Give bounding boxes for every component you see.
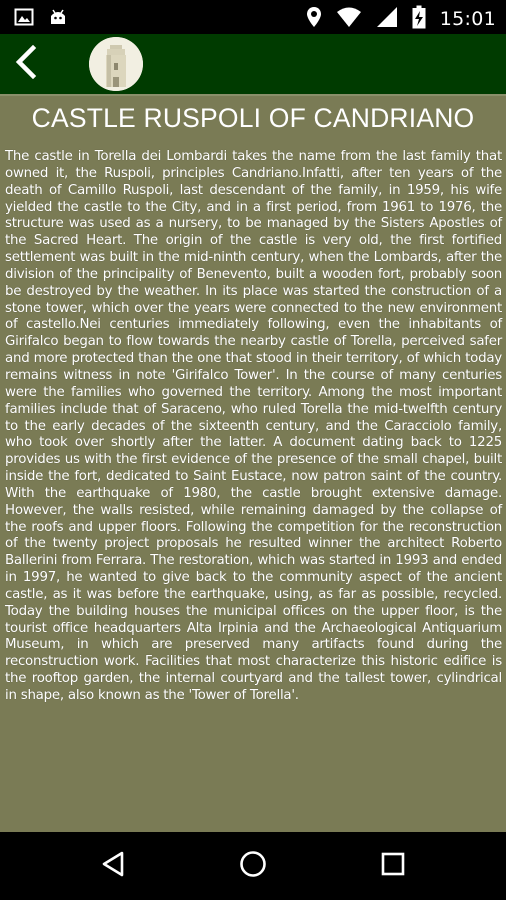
location-icon [306, 6, 322, 32]
nav-back-button[interactable] [93, 846, 133, 886]
article-body: The castle in Torella dei Lombardi takes the name from the last family that owned it, the Ruspoli, principles Candriano.Infatti, after ten years of the death of Camillo Ruspoli, last descendant of the family, in 1959, his wife yielded the castle to the City, and in a first period, from 1961 to 1976, the structure was used as a nursery, to be managed by the Sisters Apostles of the Sacred Heart. The origin of the castle is very old, the first fortified settlement was built in the mid-ninth century, when the Lombards, after the division of the principality of Benevento, built a wooden fort, probably soon be destroyed by the weather. In its place was started the construction of a stone tower, which over the years were connected to the new environment of castello.Nei centuries immediately following, even the inhabitants of Girifalco began to flow towards the nearby castle of Torella, perceived safer and more protected than the one that stood in their territory, of which today remains witness in note 'Girifalco Tower'. In the course of many centuries were the families who governed the territory. Among the most important families include that of Saraceno, who ruled Torella the mid-twelfth century to the early decades of the sixteenth century, and the Caracciolo family, who took over shortly after the latter. A document dating back to 1225 provides us with the first evidence of the presence of the small chapel, built inside the fort, dedicated to Saint Eustace, now patron saint of the country. With the earthquake of 1980, the castle brought extensive damage. However, the walls resisted, while remaining damaged by the collapse of the roofs and upper floors. Following the competition for the reconstruction of the twenty project proposals he resulted winner the architect Roberto Ballerini from Ferrara. The restoration, which was started in 1993 and ended in 1997, he wanted to give back to the community aspect of the ancient castle, as it was before the earthquake, using, as far as possible, recycled. Today the building houses the municipal offices on the upper floor, is the tourist office headquarters Alta Irpinia and the Archaeological Antiquarium Museum, in which are preserved many artifacts found during the reconstruction work. Facilities that most characterize this historic edifice is the rooftop garden, the internal courtyard and the tallest tower, cylindrical in shape, also known as the 'Tower of Torella'. [5, 149, 502, 703]
app-bar [0, 34, 506, 96]
nav-back-icon [100, 850, 126, 882]
back-arrow-icon [13, 45, 39, 83]
android-notification-icon [48, 7, 68, 31]
nav-home-icon [239, 850, 267, 882]
status-time: 15:01 [439, 8, 496, 30]
tower-logo-icon [89, 76, 143, 91]
wifi-icon [336, 6, 362, 32]
system-status-icons [306, 5, 496, 33]
nav-recents-icon [380, 851, 406, 881]
page-title: CASTLE RUSPOLI OF CANDRIANO [31, 103, 475, 133]
navigation-bar [0, 832, 506, 900]
app-logo [89, 37, 143, 91]
status-bar [0, 0, 506, 34]
back-button[interactable] [6, 44, 46, 84]
nav-recents-button[interactable] [373, 846, 413, 886]
notification-icons [14, 7, 68, 31]
article-content[interactable] [0, 96, 506, 832]
nav-home-button[interactable] [233, 846, 273, 886]
signal-icon [376, 6, 398, 32]
battery-charging-icon [412, 5, 426, 33]
image-notification-icon [14, 7, 34, 31]
